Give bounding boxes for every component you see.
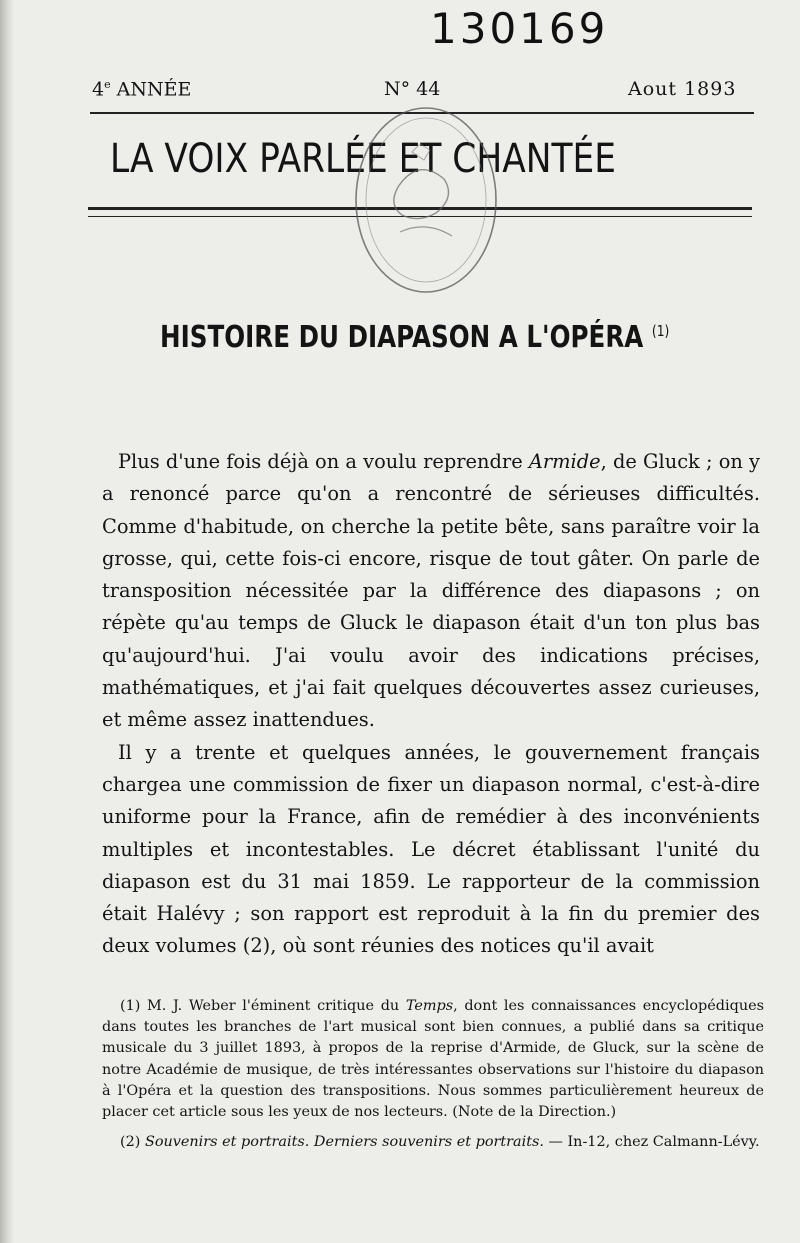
fn2-a: (2) xyxy=(120,1134,145,1151)
footnote-2 xyxy=(102,1132,764,1153)
fn2-b: — In-12, chez Calmann-Lévy. xyxy=(543,1134,760,1151)
article-title-text: HISTOIRE DU DIAPASON A L'OPÉRA xyxy=(160,320,644,355)
page-edge-shadow xyxy=(0,0,14,1243)
paragraph-1 xyxy=(102,446,760,737)
article-body xyxy=(102,446,760,963)
header-issue: N° 44 xyxy=(384,78,441,100)
library-stamp xyxy=(340,92,510,302)
fn1-italic: Temps xyxy=(405,998,454,1014)
article-title xyxy=(160,320,669,355)
fn2-italic: Souvenirs et portraits. Derniers souvenirs et portraits. xyxy=(144,1134,544,1151)
paragraph-2: Il y a trente et quelques années, le gouvernement français chargea une commission de fixer un diapason normal, c'est-à-dire uniforme pour la France, afin de remédier à des inconvénients multiples et incontestables. Le décret établissant l'unité du diapason est du 31 mai 1859. Le rapporteur de la commission était Halévy ; son rapport est reproduit à la fin du premier des deux volumes (2), où sont réunies des notices qu'il avait xyxy=(102,740,760,958)
p1-a: Plus d'une fois déjà on a voulu reprendre xyxy=(118,450,529,473)
footnotes xyxy=(102,996,764,1162)
journal-title: LA VOIX PARLÉE ET CHANTÉE xyxy=(110,136,616,182)
header-year xyxy=(92,78,191,100)
year-number: 4 xyxy=(92,78,105,101)
article-title-note: (1) xyxy=(651,322,670,340)
fn1-a: (1) M. J. Weber l'éminent critique du xyxy=(120,998,406,1014)
p1-b: , de Gluck ; on y a renoncé parce qu'on a rencontré de sérieuses difficultés. Comme d'habitude, on cherche la petite bête, sans paraître voir la grosse, qui, cette fois-ci encore, risque de tout gâter. On parle de transposition nécessitée par la différence des diapasons ; on répète qu'au temps de Gluck le diapason était d'un ton plus bas qu'aujourd'hui. J'ai voulu avoir des indications précises, mathématiques, et j'ai fait quelques découvertes assez curieuses, et même assez inattendues. xyxy=(102,450,760,732)
header-date: Aout 1893 xyxy=(628,78,737,100)
p1-italic: Armide xyxy=(528,450,601,473)
footnote-1 xyxy=(102,996,764,1123)
catalog-number: 130169 xyxy=(430,4,609,53)
year-word: ANNÉE xyxy=(116,78,192,101)
year-sup: e xyxy=(104,78,111,91)
fn1-b: , dont les connaissances encyclopédiques dans toutes les branches de l'art musical sont bien connues, a publié dans sa critique musicale du 3 juillet 1893, à propos de la reprise d'Armide, de Gluck, sur la scène de notre Académie de musique, de très intéressantes observations sur l'histoire du diapason à l'Opéra et la question des transpositions. Nous sommes particulièrement heureux de placer cet article sous les yeux de nos lecteurs. (Note de la Direction.) xyxy=(102,998,764,1121)
